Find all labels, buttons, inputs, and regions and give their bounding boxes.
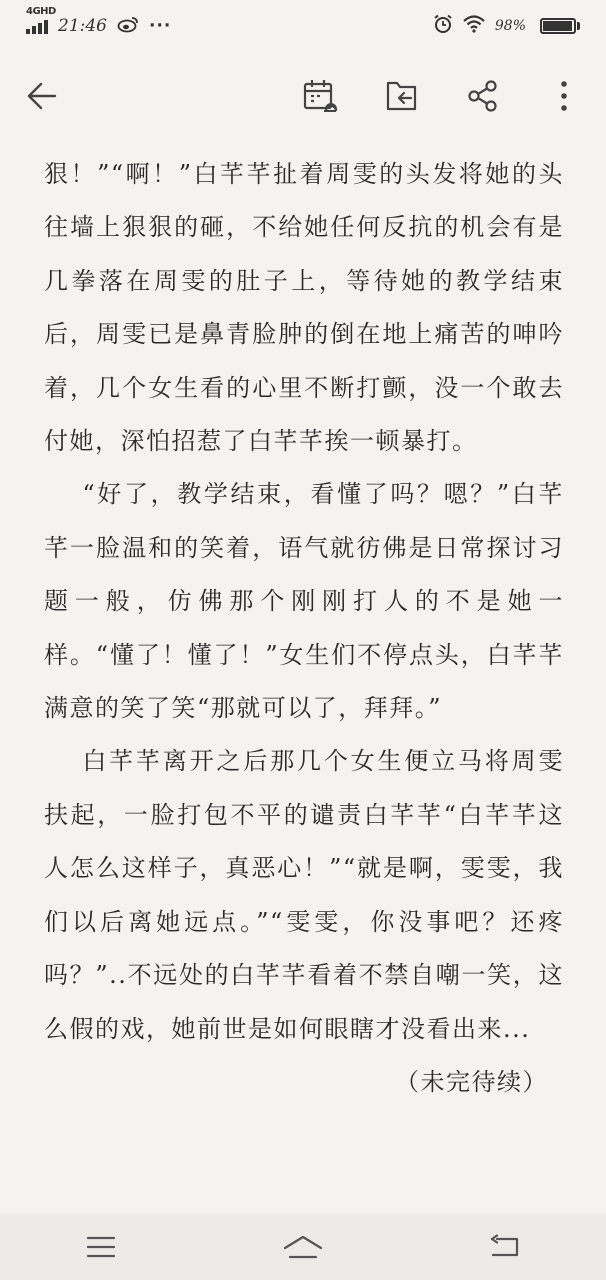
status-left [26, 6, 172, 38]
calendar-alarm-icon [302, 78, 338, 114]
reader-toolbar [0, 62, 606, 130]
return-icon [489, 1234, 521, 1260]
status-right [433, 14, 580, 39]
alarm-clock-icon [433, 14, 453, 39]
article-content [44, 148, 564, 1109]
home-button[interactable] [273, 1225, 333, 1269]
back-arrow-icon [25, 79, 59, 113]
menu-button[interactable] [71, 1225, 131, 1269]
signal-icon [26, 6, 56, 34]
wifi-icon [463, 15, 485, 38]
folder-move-icon [385, 79, 419, 113]
network-type: 4GHD [26, 6, 56, 17]
return-button[interactable] [475, 1225, 535, 1269]
article-paragraph: 白芊芊离开之后那几个女生便立马将周雯扶起，一脸打包不平的谴责白芊芊“白芊芊这人怎么这样子，真恶心！”“就是啊，雯雯，我们以后离她远点。”“雯雯，你没事吧？还疼吗？”..不远处的白芊芊看着不禁自嘲一笑，这么假的戏，她前世是如何眼瞎才没看出来... [44, 747, 564, 1043]
battery-icon [540, 18, 580, 34]
status-time: 21:46 [58, 16, 107, 36]
article-paragraph: “好了，教学结束，看懂了吗？嗯？”白芊芊一脸温和的笑着，语气就彷佛是日常探讨习题一般，仿佛那个刚刚打人的不是她一样。“懂了！懂了！”女生们不停点头，白芊芊满意的笑了笑“那就可以了，拜拜。” [44, 480, 564, 723]
weibo-icon [117, 15, 139, 38]
to-be-continued: （未完待续） [395, 1067, 548, 1096]
article-paragraph: 狠！”“啊！”白芊芊扯着周雯的头发将她的头往墙上狠狠的砸，不给她任何反抗的机会有是几拳落在周雯的肚子上，等待她的教学结束后，周雯已是鼻青脸肿的倒在地上痛苦的呻吟着，几个女生看的心里不断打颤，没一个敢去付她，深怕招惹了白芊芊挨一顿暴打。 [44, 160, 564, 456]
share-icon [466, 79, 500, 113]
back-button[interactable] [20, 74, 64, 118]
more-vertical-icon [558, 79, 570, 113]
battery-percent: 98% [494, 18, 526, 34]
reminder-button[interactable] [298, 74, 342, 118]
more-options-button[interactable] [542, 74, 586, 118]
status-more-dots: ··· [149, 16, 172, 36]
status-bar [0, 0, 606, 52]
home-icon [282, 1234, 324, 1260]
system-nav-bar [0, 1214, 606, 1280]
menu-icon [86, 1235, 116, 1259]
share-button[interactable] [461, 74, 505, 118]
move-to-folder-button[interactable] [380, 74, 424, 118]
